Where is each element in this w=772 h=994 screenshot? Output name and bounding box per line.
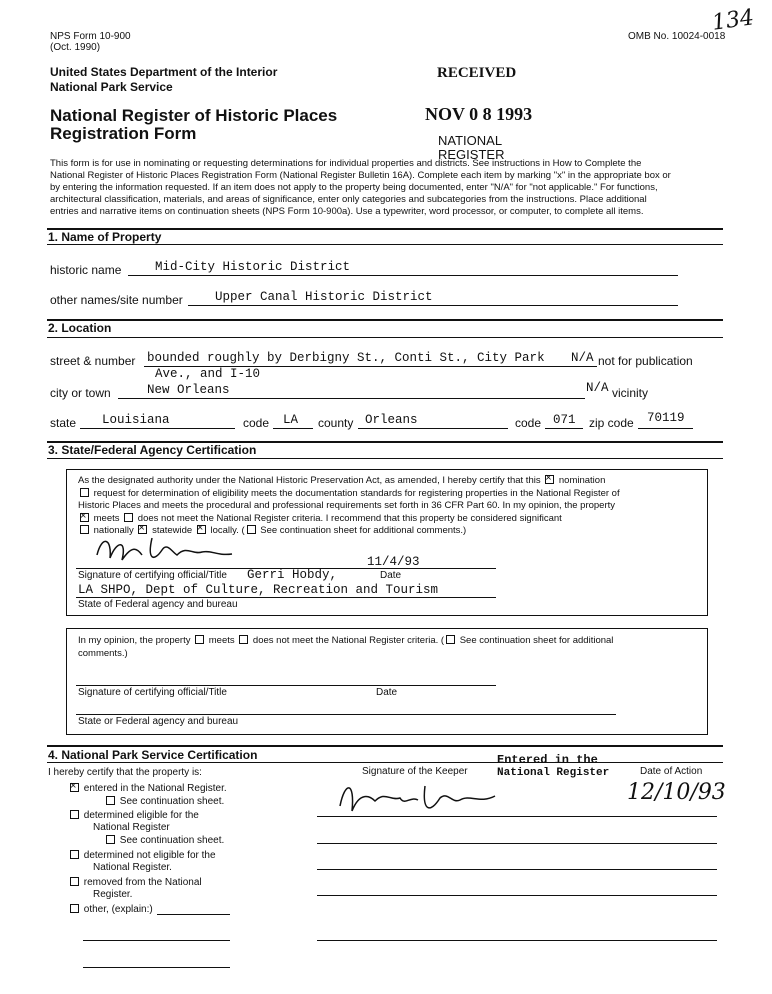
removed-checkbox[interactable] [70,877,79,886]
state-value: Louisiana [102,413,170,427]
page-title-line1: National Register of Historic Places [50,106,338,125]
official-name: Gerri Hobdy, [247,568,338,582]
page-title-line2: Registration Form [50,124,197,143]
agency-value: LA SHPO, Dept of Culture, Recreation and Tourism [78,583,439,597]
street-value-line2: Ave., and I-10 [155,367,261,381]
date-label: Date [380,570,402,581]
stamp-national: NATIONAL [438,133,503,148]
other-names-value: Upper Canal Historic District [215,290,433,304]
opinion-continuation-checkbox[interactable] [446,635,455,644]
city-na: N/A [586,381,609,395]
zip-label: zip code [589,416,634,430]
section3-heading: 3. State/Federal Agency Certification [48,443,257,457]
other-names-label: other names/site number [50,293,183,307]
service: National Park Service [50,80,173,94]
signature-title-label-2: Signature of certifying official/Title [78,687,227,698]
city-label: city or town [50,386,111,400]
signature-title-label: Signature of certifying official/Title [78,570,227,581]
entered-label: entered in the National Register. [83,783,227,794]
opinion-does-not-meet-checkbox[interactable] [239,635,248,644]
removed-label: removed from the National [83,877,202,888]
other-label: other, (explain:) [83,904,153,915]
see-cont1-label: See continuation sheet. [119,796,225,807]
removed-label-2: Register. [93,889,133,900]
stamp-received: RECEIVED [437,65,517,81]
historic-name-label: historic name [50,263,122,277]
not-eligible-checkbox[interactable] [70,850,79,859]
section4-heading: 4. National Park Service Certification [48,748,258,762]
not-eligible-label-2: National Register. [93,862,172,873]
does-not-meet-checkbox[interactable] [124,513,133,522]
county-label: county [318,416,354,430]
see-cont2-label: See continuation sheet. [119,835,225,846]
agency-label-2: State or Federal agency and bureau [78,716,239,727]
stamp-date: NOV 0 8 1993 [425,104,533,124]
stamp-entered-line2: National Register [497,767,610,779]
determined-eligible-label-2: National Register [93,822,170,833]
county-code-label: code [515,416,542,430]
action-date: 12/10/93 [627,780,726,805]
keeper-signature-label: Signature of the Keeper [362,766,468,777]
entered-checkbox[interactable] [70,783,79,792]
other-checkbox[interactable] [70,904,79,913]
nomination-checkbox[interactable] [545,475,554,484]
vicinity-label: vicinity [612,386,649,400]
determined-eligible-label: determined eligible for the [83,810,199,821]
opinion-meets-checkbox[interactable] [195,635,204,644]
date-of-action-label: Date of Action [640,766,703,777]
state-label: state [50,416,77,430]
section1-heading: 1. Name of Property [48,230,162,244]
state-code-label: code [243,416,270,430]
see-cont1-checkbox[interactable] [106,796,115,805]
street-value-line1: bounded roughly by Derbigny St., Conti St., City Park [147,351,545,365]
request-checkbox[interactable] [80,488,89,497]
keeper-signature [330,776,530,826]
meets-checkbox[interactable] [80,513,89,522]
section2-heading: 2. Location [48,321,112,335]
nps-cert-intro: I hereby certify that the property is: [48,767,202,778]
state-code-value: LA [283,413,299,427]
omb-number: OMB No. 10024-0018 [628,31,726,42]
zip-value: 70119 [647,411,685,425]
agency-label: State of Federal agency and bureau [78,599,238,610]
certification-text: As the designated authority under the National Historic Preservation Act, as amended, I hereby certify that this × nomination request for determination of eligibility meets the documentation standards for registering properties in the National Register of Historic Places and meets the procedural and professional requirements set forth in 36 CFR Part 60. In my opinion, the property × meets does not meet the National Register criteria. I recommend that this property be considered significant nationally × statewide × locally. ( See continuation sheet for additional comments.) [78,475,620,538]
street-label: street & number [50,354,136,368]
not-for-publication-label: not for publication [598,354,693,368]
opinion-text: In my opinion, the property meets does not meet the National Register criteria. ( See continuation sheet for additional comments.) [78,635,614,659]
date-label-2: Date [376,687,398,698]
intro-paragraph: This form is for use in nominating or requesting determinations for individual properties and districts. See instructions in How to Complete the National Register of Historic Places Registration Form (National Register Bulletin 16A). Complete each item by marking "x" in the appropriate box or by entering the information requested. If an item does not apply to the property being documented, enter "N/A" for "not applicable." For functions, architectural classification, materials, and areas of significance, enter only categories and subcategories from the instructions. Place additional entries and narrative items on continuation sheets (NPS Form 10-900a). Use a typewriter, word processor, or computer, to complete all items. [50,158,671,217]
city-value: New Orleans [147,383,230,397]
form-number: NPS Form 10-900 [50,31,131,42]
stamp-register: REGISTER [438,147,505,162]
certification-date: 11/4/93 [367,555,420,569]
street-na: N/A [571,351,594,365]
determined-eligible-checkbox[interactable] [70,810,79,819]
see-cont2-checkbox[interactable] [106,835,115,844]
historic-name-value: Mid-City Historic District [155,260,351,274]
department: United States Department of the Interior [50,65,278,79]
nationally-checkbox[interactable] [80,525,89,534]
handwritten-number: 134 [710,5,756,36]
not-eligible-label: determined not eligible for the [83,850,216,861]
form-date: (Oct. 1990) [50,42,101,53]
county-value: Orleans [365,413,418,427]
stamp-entered-line1: Entered in the [497,753,598,767]
county-code-value: 071 [553,413,576,427]
